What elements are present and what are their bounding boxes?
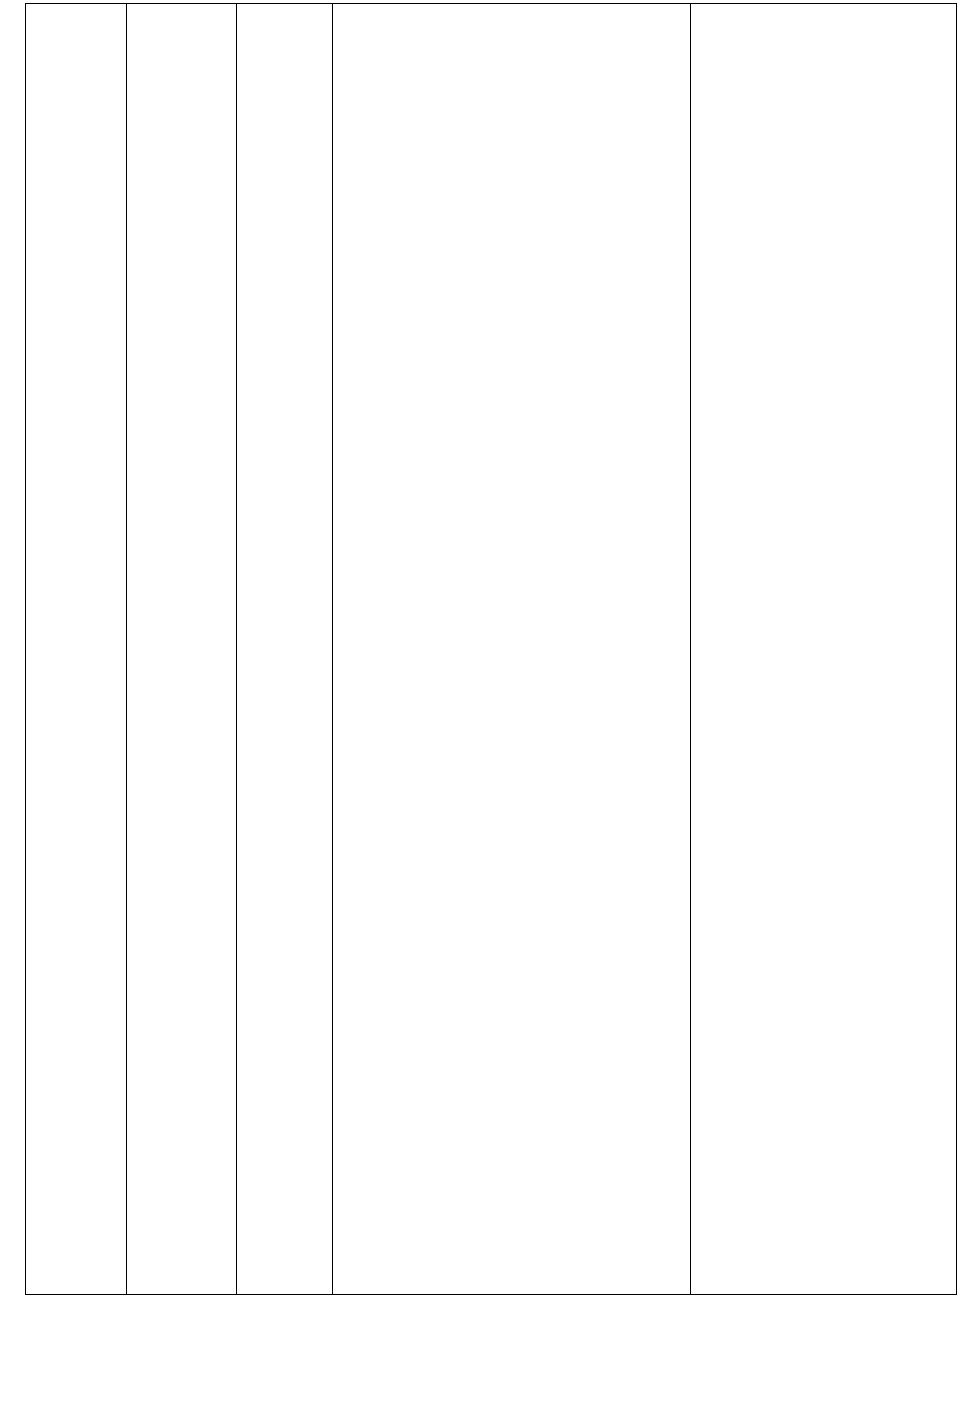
column-divider <box>690 4 691 1294</box>
column-divider <box>126 4 127 1294</box>
column-divider <box>236 4 237 1294</box>
budget-table <box>25 3 957 1295</box>
page-footer <box>0 1381 960 1403</box>
column-divider <box>332 4 333 1294</box>
